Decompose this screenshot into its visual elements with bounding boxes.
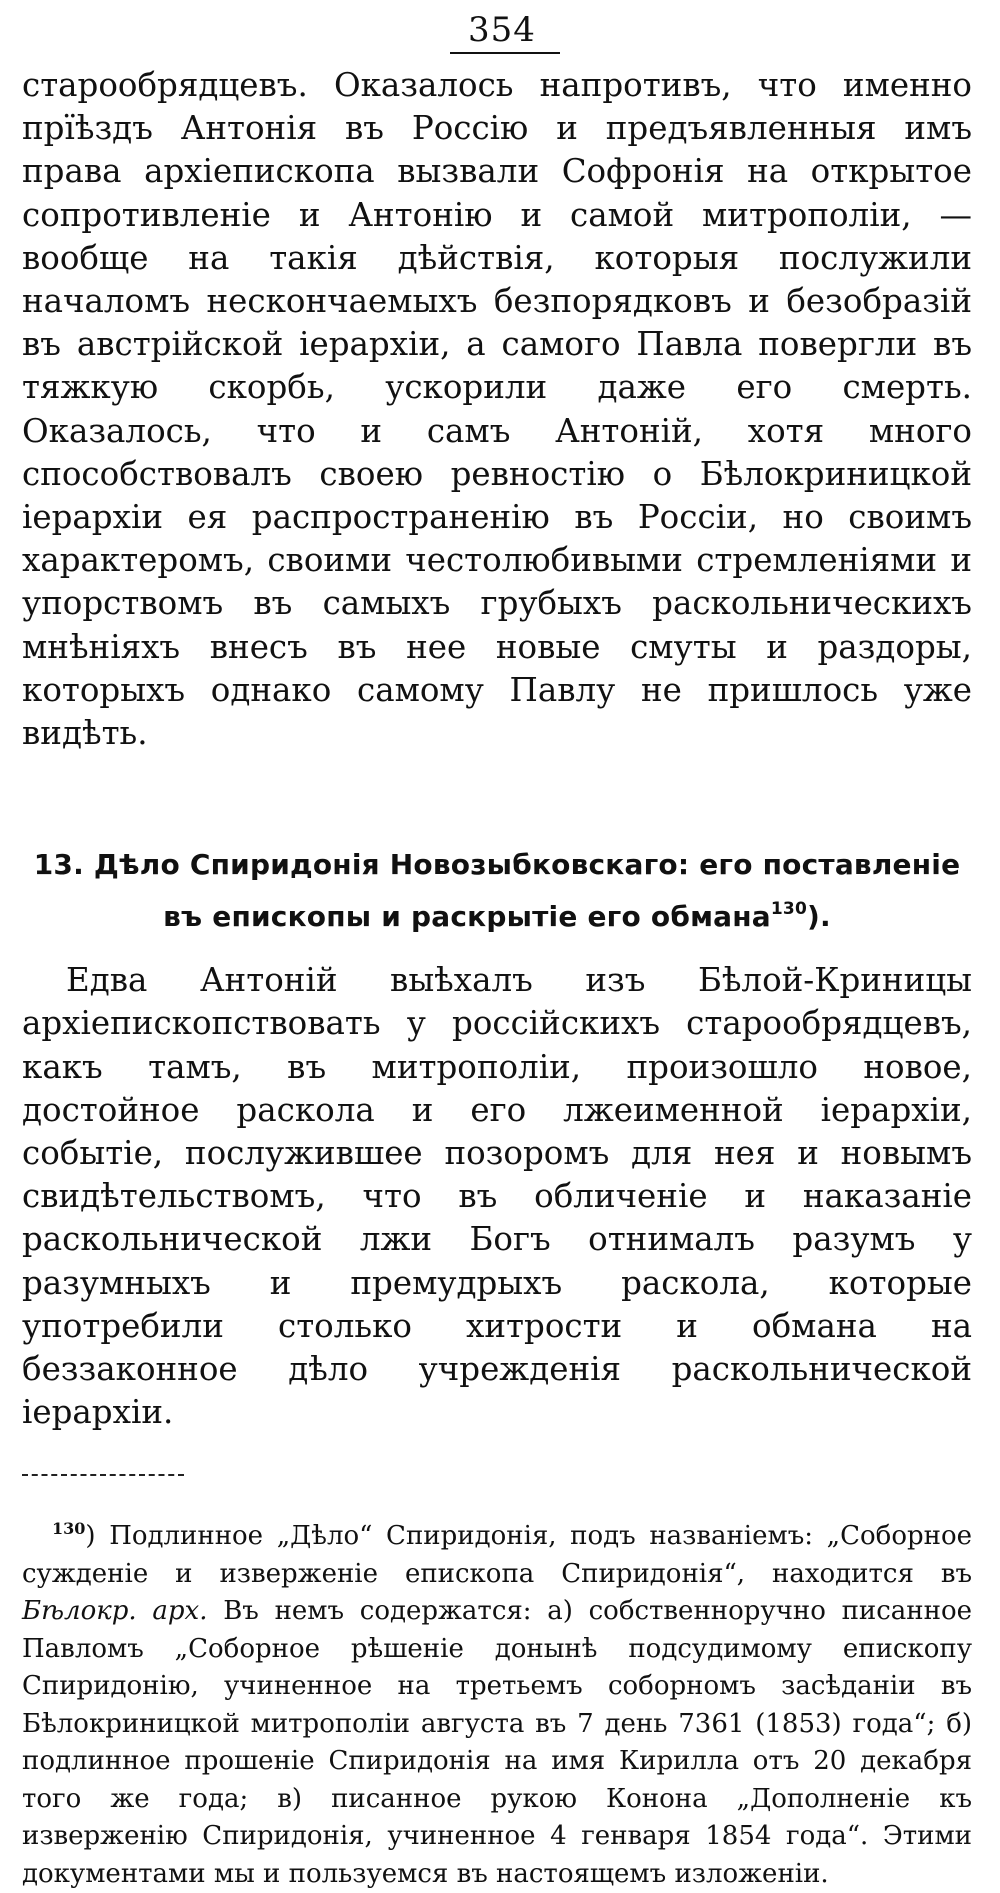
footnote-marker-tail: ) (85, 1521, 96, 1552)
footnote-number: 130 (52, 1519, 86, 1539)
footnote-archive-ref: Бѣлокр. арх. (22, 1596, 208, 1627)
heading-tail: ). (807, 900, 831, 934)
paragraph-1: старообрядцевъ. Оказалось напротивъ, что именно прїѣздъ Антонія въ Россію и предъявленныя имъ права архіепископа вызвали Софронія на открытое сопротивленіе и Антонію и самой митрополіи, — вообще на такія дѣйствія, которыя послужили началомъ нескончаемыхъ безпорядковъ и безобразій въ австрійской іерархіи, а самого Павла повергли въ тяжкую скорбь, ускорили даже его смерть. Оказалось, что и самъ Антоній, хотя много способствовалъ своею ревностію о Бѣлокриницкой іерархіи ея распространенію въ Россіи, но своимъ характеромъ, своими честолюбивыми стремленіями и упорствомъ въ самыхъ грубыхъ раскольническихъ мнѣніяхъ внесъ въ нее новые смуты и раздоры, которыхъ однако самому Павлу не пришлось уже видѣть. (22, 66, 972, 753)
heading-footnote-ref[interactable]: 130 (770, 899, 807, 920)
footnote-divider (22, 1474, 184, 1476)
book-page (22, 10, 973, 1889)
section-heading (22, 843, 972, 939)
footnote-part-1: Подлинное „Дѣло“ Спиридонія, подъ названіемъ: „Соборное сужденіе и изверженіе епископа Спиридонія“, находится въ (22, 1521, 972, 1589)
page-number-underline (450, 52, 560, 54)
footnote-part-2: Въ немъ содержатся: а) собственноручно писанное Павломъ „Соборное рѣшеніе донынѣ подсудимому епископу Спиридонію, учиненное на третьемъ соборномъ засѣданіи въ Бѣлокриницкой митрополіи августа въ 7 день 7361 (1853) года“; б) подлинное прошеніе Спиридонія на имя Кирилла отъ 20 декабря того же года; в) писанное рукою Конона „Дополненіе къ изверженію Спиридонія, учиненное 4 генваря 1854 года“. Этими документами мы и пользуемся въ настоящемъ изложеніи. (22, 1596, 973, 1889)
page-number: 354 (468, 10, 536, 50)
footnote (22, 1510, 972, 1893)
heading-text: 13. Дѣло Спиридонія Новозыбковскаго: его поставленіе въ епископы и раскрытіе его обмана (33, 848, 961, 934)
paragraph-2: Едва Антоній выѣхалъ изъ Бѣлой-Криницы архіепископствовать у россійскихъ старообрядцевъ, какъ тамъ, въ митрополіи, произошло новое, достойное раскола и его лжеименной іерархіи, событіе, послужившее позоромъ для нея и новымъ свидѣтельствомъ, что въ обличеніе и наказаніе раскольнической лжи Богъ отнималъ разумъ у разумныхъ и премудрыхъ раскола, которые употребили столько хитрости и обмана на беззаконное дѣло учрежденія раскольнической іерархіи. (22, 961, 972, 1432)
